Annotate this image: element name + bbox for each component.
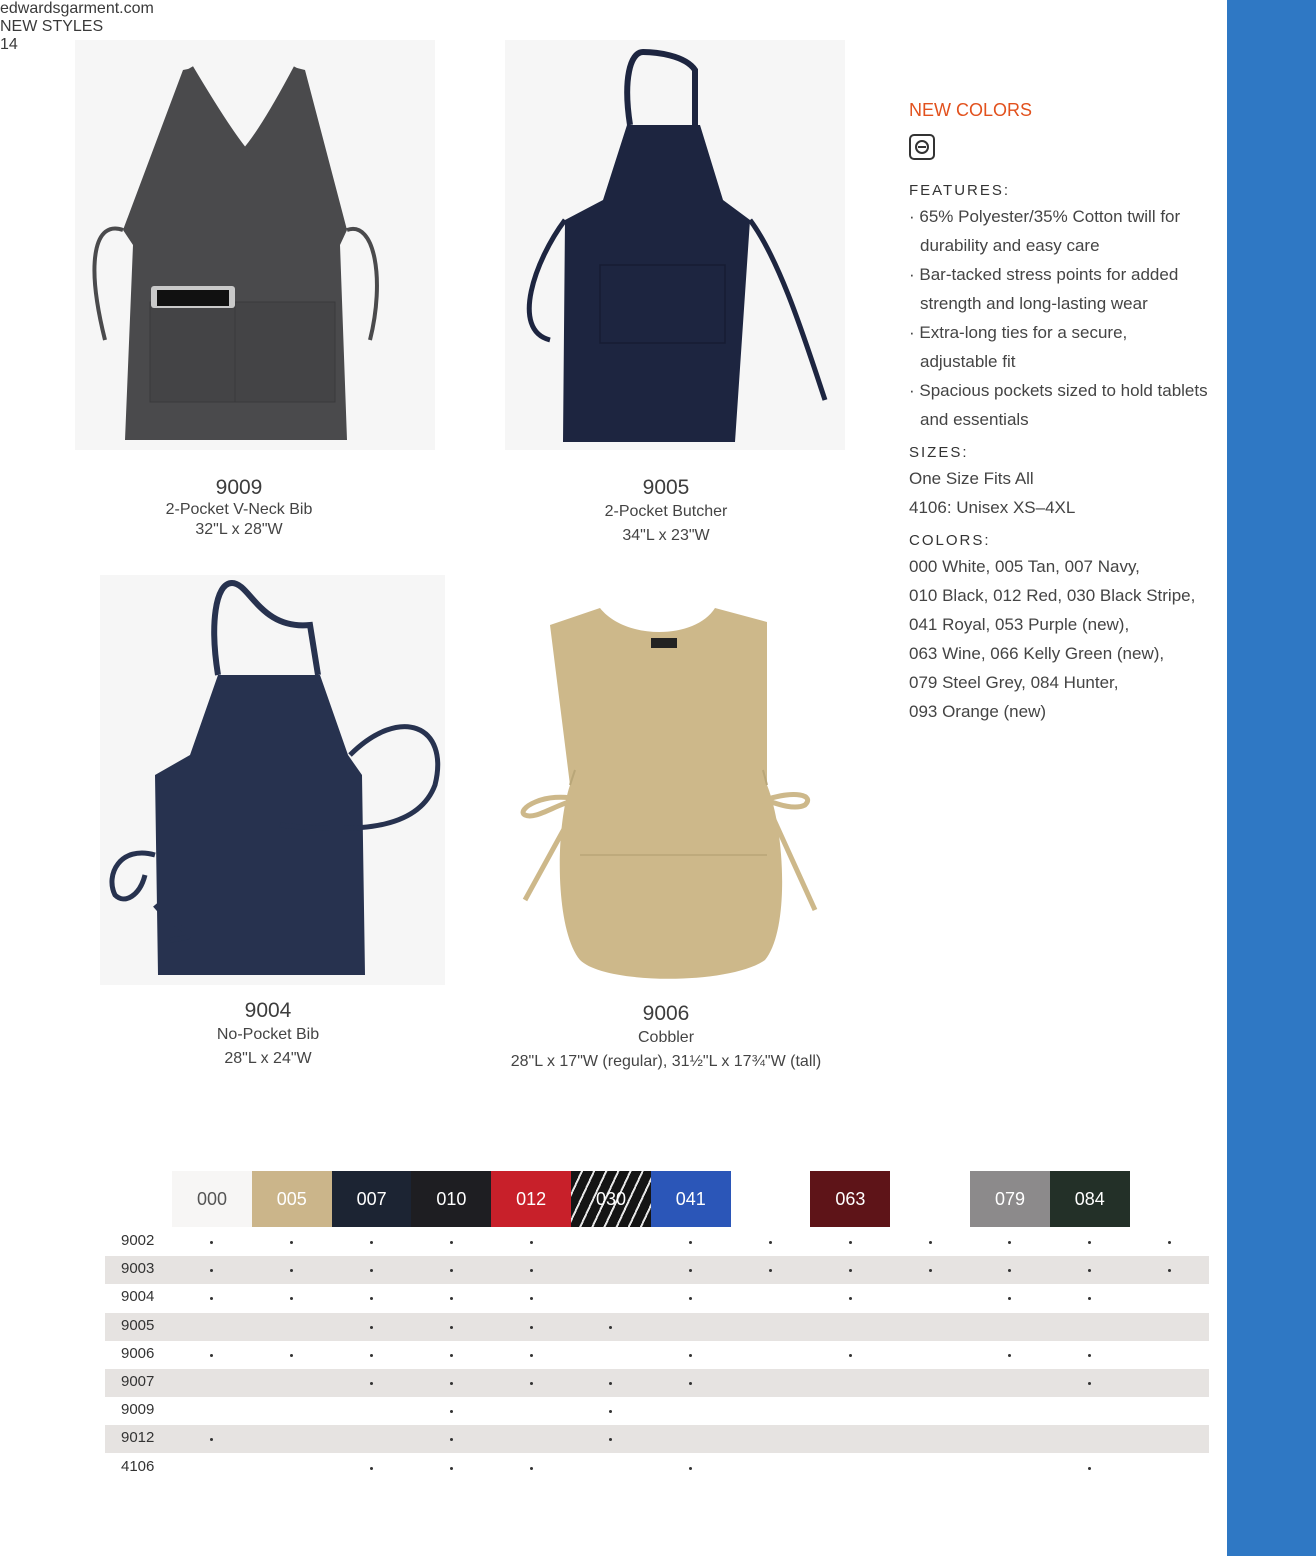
swatch-code: 084: [1074, 1188, 1105, 1209]
apron-photo-9009: [75, 40, 435, 450]
availability-dot: [370, 1354, 373, 1357]
availability-dot: [1008, 1241, 1011, 1244]
color-line: 093 Orange (new): [909, 702, 1047, 721]
availability-dot: [530, 1382, 533, 1385]
availability-dot: [210, 1269, 213, 1272]
product-number: 9009: [215, 476, 263, 499]
availability-dot: [450, 1354, 453, 1357]
product-size: 32"L x 28"W: [195, 521, 283, 538]
color-line: 079 Steel Grey, 084 Hunter,: [909, 673, 1119, 692]
chart-row: [105, 1397, 1209, 1425]
availability-dot: [530, 1241, 533, 1244]
product-size: 34"L x 23"W: [622, 527, 710, 544]
availability-dot: [689, 1241, 692, 1244]
feature-item: · Extra-long ties for a secure, adjustable fit: [909, 323, 1128, 371]
swatch-blank-9: [890, 1171, 970, 1227]
availability-dot: [849, 1241, 852, 1244]
availability-dot: [1168, 1269, 1171, 1272]
chart-row: [105, 1341, 1209, 1369]
swatch-012: [491, 1171, 571, 1227]
features-list: [909, 202, 1209, 434]
swatch-007: [332, 1171, 412, 1227]
availability-dot: [1088, 1467, 1091, 1470]
availability-dot: [689, 1354, 692, 1357]
swatch-blank-12: [1130, 1171, 1210, 1227]
swatch-030: [571, 1171, 651, 1227]
product-size: 28"L x 24"W: [224, 1050, 312, 1067]
availability-dot: [609, 1410, 612, 1413]
recycle-badge-icon: [909, 134, 935, 160]
swatch-code: 005: [276, 1188, 307, 1209]
chart-row: [105, 1425, 1209, 1453]
availability-dot: [370, 1297, 373, 1300]
product-caption-9006: [476, 1002, 856, 1074]
availability-dot: [450, 1269, 453, 1272]
product-caption-9005: [556, 476, 776, 548]
new-colors-label: NEW COLORS: [909, 100, 1033, 120]
availability-dot: [849, 1297, 852, 1300]
availability-dot: [1008, 1354, 1011, 1357]
swatch-code: 063: [835, 1188, 866, 1209]
swatch-041: [651, 1171, 731, 1227]
availability-dot: [210, 1297, 213, 1300]
availability-dot: [769, 1241, 772, 1244]
availability-dot: [450, 1438, 453, 1441]
color-line: 063 Wine, 066 Kelly Green (new),: [909, 644, 1165, 663]
style-number: 9006: [121, 1344, 155, 1362]
apron-photo-9005: [505, 40, 845, 450]
availability-dot: [609, 1438, 612, 1441]
availability-dot: [370, 1241, 373, 1244]
availability-dot: [450, 1297, 453, 1300]
availability-dot: [689, 1467, 692, 1470]
chart-row: [105, 1228, 1209, 1256]
color-line: 041 Royal, 053 Purple (new),: [909, 615, 1130, 634]
swatch-079: [970, 1171, 1050, 1227]
style-number: 9007: [121, 1373, 155, 1390]
style-number: 9009: [121, 1401, 155, 1419]
availability-dot: [370, 1382, 373, 1385]
size-item: 4106: Unisex XS–4XL: [909, 498, 1076, 517]
product-name: 2-Pocket Butcher: [604, 503, 728, 520]
apron-photo-9006: [505, 600, 835, 985]
feature-item: · 65% Polyester/35% Cotton twill for durability and easy care: [909, 207, 1181, 255]
sizes-heading: SIZES:: [909, 444, 969, 461]
swatch-010: [411, 1171, 491, 1227]
swatch-084: [1050, 1171, 1130, 1227]
swatch-code: 041: [675, 1188, 706, 1209]
product-number: 9004: [244, 999, 292, 1022]
style-number: 4106: [121, 1457, 155, 1475]
availability-dot: [849, 1354, 852, 1357]
availability-dot: [1088, 1297, 1091, 1300]
availability-dot: [210, 1438, 213, 1441]
availability-dot: [1088, 1354, 1091, 1357]
product-name: No-Pocket Bib: [216, 1026, 320, 1043]
swatch-005: [252, 1171, 332, 1227]
site-url: edwardsgarment.com: [0, 0, 154, 17]
swatch-code: 012: [516, 1188, 547, 1209]
availability-dot: [450, 1467, 453, 1470]
apron-photo-9004: [100, 575, 445, 985]
colors-heading: COLORS:: [909, 532, 991, 549]
availability-dot: [929, 1269, 932, 1272]
availability-dot: [210, 1241, 213, 1244]
swatch-code: 079: [994, 1188, 1026, 1209]
chart-row: [105, 1369, 1209, 1397]
availability-dot: [1008, 1297, 1011, 1300]
availability-dot: [450, 1382, 453, 1385]
style-number: 9012: [121, 1429, 155, 1447]
features-heading: FEATURES:: [909, 182, 1011, 199]
swatch-blank-7: [731, 1171, 811, 1227]
size-item: One Size Fits All: [909, 469, 1034, 488]
product-info: [909, 100, 1209, 726]
style-number: 9003: [121, 1260, 155, 1278]
feature-item: · Spacious pockets sized to hold tablets and essentials: [909, 381, 1208, 429]
product-size: 28"L x 17"W (regular), 31½"L x 17¾"W (tall): [510, 1053, 822, 1070]
swatch-code: 000: [196, 1188, 228, 1209]
chart-row: [105, 1284, 1209, 1312]
availability-dot: [1168, 1241, 1171, 1244]
availability-dot: [609, 1382, 612, 1385]
feature-item: · Bar-tacked stress points for added strength and long-lasting wear: [909, 265, 1179, 313]
availability-dot: [689, 1269, 692, 1272]
style-number: 9004: [121, 1288, 155, 1306]
availability-dot: [530, 1326, 533, 1329]
availability-dot: [370, 1269, 373, 1272]
availability-dot: [450, 1241, 453, 1244]
availability-dot: [290, 1354, 293, 1357]
availability-dot: [290, 1269, 293, 1272]
availability-dot: [1088, 1382, 1091, 1385]
color-line: 010 Black, 012 Red, 030 Black Stripe,: [909, 586, 1196, 605]
availability-dot: [370, 1467, 373, 1470]
availability-dot: [530, 1269, 533, 1272]
swatch-000: [172, 1171, 252, 1227]
availability-dot: [1088, 1241, 1091, 1244]
section-label: NEW STYLES: [0, 18, 104, 35]
availability-dot: [849, 1269, 852, 1272]
availability-dot: [689, 1382, 692, 1385]
availability-dot: [689, 1297, 692, 1300]
availability-dot: [769, 1269, 772, 1272]
availability-dot: [290, 1297, 293, 1300]
sidebar-band: [1227, 0, 1316, 1556]
product-caption-9009: [129, 476, 349, 540]
availability-dot: [609, 1326, 612, 1329]
availability-dot: [929, 1241, 932, 1244]
color-line: 000 White, 005 Tan, 007 Navy,: [909, 557, 1140, 576]
availability-dot: [530, 1467, 533, 1470]
swatch-code: 030: [595, 1188, 627, 1209]
chart-row: [105, 1313, 1209, 1341]
availability-dot: [450, 1326, 453, 1329]
availability-dot: [210, 1354, 213, 1357]
swatch-code: 007: [356, 1188, 387, 1209]
swatch-code: 010: [436, 1188, 467, 1209]
chart-row: [105, 1454, 1209, 1482]
availability-dot: [530, 1354, 533, 1357]
product-name: 2-Pocket V-Neck Bib: [165, 501, 313, 518]
page-number: 14: [0, 36, 18, 53]
product-caption-9004: [158, 999, 378, 1071]
product-number: 9006: [642, 1002, 690, 1025]
swatch-063: [810, 1171, 890, 1227]
style-number: 9002: [121, 1232, 155, 1249]
chart-row: [105, 1256, 1209, 1284]
availability-dot: [290, 1241, 293, 1244]
product-name: Cobbler: [637, 1029, 695, 1046]
style-number: 9005: [121, 1316, 155, 1334]
availability-dot: [370, 1326, 373, 1329]
availability-dot: [530, 1297, 533, 1300]
availability-dot: [450, 1410, 453, 1413]
product-number: 9005: [642, 476, 690, 499]
availability-dot: [1008, 1269, 1011, 1272]
availability-dot: [1088, 1269, 1091, 1272]
